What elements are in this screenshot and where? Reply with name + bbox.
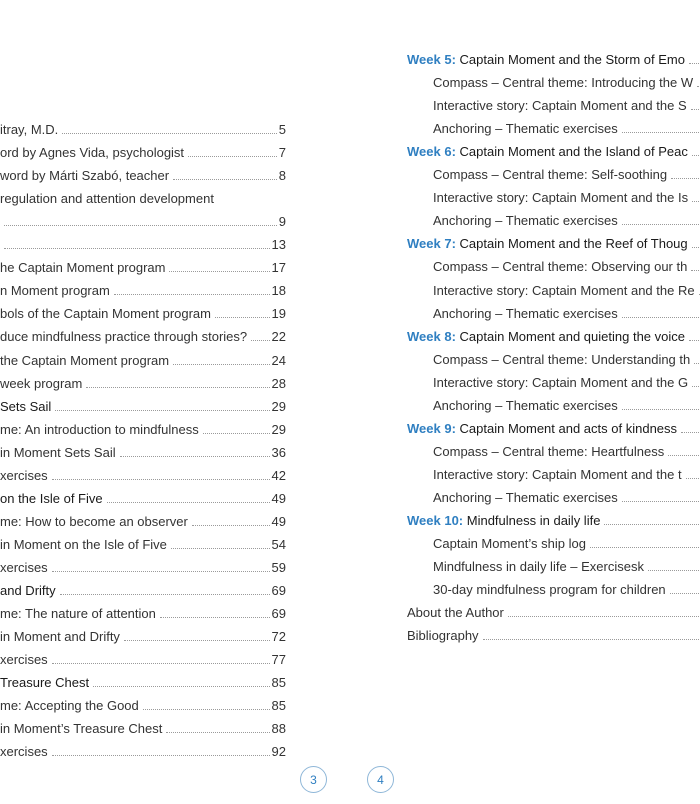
toc-entry — [407, 113, 700, 136]
toc-page-number: 24 — [271, 352, 286, 368]
toc-page-number: 36 — [271, 444, 286, 460]
toc-entry-title — [433, 121, 618, 136]
toc-entry-title — [433, 490, 618, 505]
dot-leader — [670, 592, 700, 594]
toc-entry-title — [407, 52, 685, 67]
toc-entry-title: in Moment’s Treasure Chest — [0, 721, 163, 737]
toc-entry-title — [433, 213, 618, 228]
toc-entry-title: regulation and attention development — [0, 191, 214, 207]
toc-week-entry — [407, 321, 700, 344]
toc-entry — [0, 345, 286, 368]
toc-entry-text: Captain Moment and quieting the voice — [455, 328, 685, 344]
page-number-left: 3 — [300, 766, 327, 793]
dot-leader — [188, 155, 277, 157]
toc-entry — [0, 690, 286, 713]
toc-entry-title — [433, 283, 695, 298]
toc-entry — [407, 528, 700, 551]
toc-week-entry — [0, 575, 286, 598]
toc-entry-title: Sets Sail — [0, 398, 52, 414]
dot-leader — [52, 570, 270, 572]
toc-page-number: 7 — [278, 145, 286, 161]
dot-leader — [622, 223, 700, 225]
dot-leader — [192, 524, 270, 526]
dot-leader — [60, 593, 270, 595]
toc-page-number: 85 — [271, 675, 286, 691]
toc-entry-title: week program — [0, 375, 83, 391]
toc-page-number: 13 — [271, 237, 286, 253]
toc-entry-title — [407, 144, 688, 159]
toc-week-entry — [407, 413, 700, 436]
toc-entry-text: Interactive story: Captain Moment and the t — [433, 466, 682, 482]
dot-leader — [215, 316, 270, 318]
toc-entry-title — [433, 467, 682, 482]
toc-entry — [407, 67, 700, 90]
toc-right-page — [407, 0, 700, 760]
toc-entry-text: Interactive story: Captain Moment and the S — [433, 98, 687, 114]
toc-page-number: 54 — [271, 536, 286, 552]
dot-leader — [4, 224, 277, 226]
toc-entry-title — [433, 98, 687, 113]
toc-entry-title: me: An introduction to mindfulness — [0, 421, 199, 437]
toc-entry-title — [407, 605, 504, 620]
toc-entry-text: Compass – Central theme: Understanding th — [433, 351, 691, 367]
toc-page-number: 17 — [271, 260, 286, 276]
toc-entry-title: bols of the Captain Moment program — [0, 306, 211, 322]
dot-leader — [160, 616, 270, 618]
toc-entry-text: Captain Moment and the Reef of Thoug — [455, 236, 688, 252]
dot-leader — [692, 385, 700, 387]
toc-entry — [407, 482, 700, 505]
toc-entry — [407, 275, 700, 298]
toc-entry-title: Treasure Chest — [0, 675, 90, 691]
toc-entry-title — [433, 75, 693, 90]
toc-entry — [0, 160, 286, 183]
toc-entry — [0, 114, 286, 137]
toc-entry-title: in Moment Sets Sail — [0, 444, 116, 460]
toc-page-number: 88 — [271, 721, 286, 737]
dot-leader — [173, 363, 269, 365]
toc-entry — [407, 367, 700, 390]
toc-entry — [0, 529, 286, 552]
toc-entry — [407, 90, 700, 113]
toc-week-entry — [0, 667, 286, 690]
toc-entry-text: Captain Moment and acts of kindness — [455, 420, 678, 436]
toc-week-entry — [407, 505, 700, 528]
toc-entry-text: Captain Moment’s ship log — [433, 536, 586, 552]
dot-leader — [686, 477, 700, 479]
toc-left-page — [0, 0, 300, 760]
week-label: Week 10: — [407, 513, 464, 528]
dot-leader — [622, 316, 700, 318]
toc-entry — [0, 368, 286, 391]
toc-entry — [407, 436, 700, 459]
dot-leader — [173, 178, 277, 180]
toc-entry-text: Interactive story: Captain Moment and the Is — [433, 190, 689, 206]
toc-page-number: 8 — [278, 168, 286, 184]
dot-leader — [52, 478, 270, 480]
toc-entry-title: in Moment on the Isle of Five — [0, 536, 167, 552]
toc-entry-title — [433, 352, 690, 367]
toc-entry — [407, 597, 700, 620]
dot-leader — [483, 638, 700, 640]
toc-entry — [0, 552, 286, 575]
toc-page-number: 69 — [271, 583, 286, 598]
dot-leader — [681, 431, 700, 433]
toc-entry-title: n Moment program — [0, 283, 110, 299]
toc-entry — [0, 252, 286, 275]
toc-entry-text: Anchoring – Thematic exercises — [433, 213, 618, 229]
toc-entry-title: xercises — [0, 559, 48, 575]
toc-page-number: 49 — [271, 490, 286, 506]
toc-entry — [407, 182, 700, 205]
toc-entry-title: in Moment and Drifty — [0, 629, 120, 645]
toc-entry — [407, 159, 700, 182]
toc-entry-title — [433, 444, 664, 459]
dot-leader — [590, 546, 700, 548]
dot-leader — [668, 454, 700, 456]
dot-leader — [694, 362, 700, 364]
week-label: Week 8: — [407, 328, 456, 344]
dot-leader — [251, 339, 269, 341]
week-label: Week 7: — [407, 236, 456, 252]
dot-leader — [622, 500, 700, 502]
dot-leader — [508, 615, 700, 617]
toc-entry-title: itray, M.D. — [0, 122, 59, 137]
toc-week-entry — [407, 228, 700, 251]
toc-entry-text: Interactive story: Captain Moment and the G — [433, 374, 689, 390]
dot-leader — [171, 547, 270, 549]
toc-entry — [0, 644, 286, 667]
page-number-right: 4 — [367, 766, 394, 793]
dot-leader — [203, 432, 270, 434]
toc-entry — [407, 205, 700, 228]
dot-leader — [648, 569, 700, 571]
toc-week-entry — [407, 44, 700, 67]
toc-page-number: 59 — [271, 559, 286, 575]
dot-leader — [671, 177, 700, 179]
toc-entry-title — [433, 167, 667, 182]
toc-entry — [407, 574, 700, 597]
toc-entry-title: word by Márti Szabó, teacher — [0, 168, 170, 184]
toc-entry-title — [433, 559, 644, 574]
toc-entry-title — [407, 421, 677, 436]
toc-entry-text: Anchoring – Thematic exercises — [433, 305, 618, 321]
toc-entry-title: ord by Agnes Vida, psychologist — [0, 145, 185, 161]
week-label: Week 6: — [407, 144, 456, 160]
toc-page-number: 29 — [271, 421, 286, 437]
dot-leader — [86, 386, 269, 388]
toc-entry-title: xercises — [0, 744, 48, 760]
toc-entry — [0, 229, 286, 252]
toc-entry-text: Anchoring – Thematic exercises — [433, 397, 618, 413]
toc-entry — [0, 598, 286, 621]
toc-entry — [0, 506, 286, 529]
toc-entry — [0, 321, 286, 344]
toc-page-number: 22 — [271, 329, 286, 345]
toc-entry-title — [433, 190, 688, 205]
dot-leader — [689, 62, 700, 64]
toc-entry — [0, 275, 286, 298]
toc-entry-title — [433, 375, 688, 390]
dot-leader — [692, 154, 700, 156]
toc-page-number: 28 — [271, 375, 286, 391]
toc-entry-title: duce mindfulness practice through stories? — [0, 329, 248, 345]
toc-entry-title — [433, 259, 687, 274]
dot-leader — [691, 269, 700, 271]
toc-page-number: 9 — [278, 214, 286, 230]
dot-leader — [114, 293, 270, 295]
dot-leader — [604, 523, 700, 525]
toc-page-number: 29 — [271, 398, 286, 414]
toc-entry-title: the Captain Moment program — [0, 352, 170, 368]
toc-entry-text: Interactive story: Captain Moment and the Re — [433, 282, 695, 298]
dot-leader — [622, 408, 700, 410]
dot-leader — [692, 246, 700, 248]
toc-entry-title — [407, 236, 688, 251]
toc-week-entry — [0, 483, 286, 506]
toc-entry — [0, 414, 286, 437]
toc-page-number: 72 — [271, 629, 286, 645]
toc-entry-title — [433, 306, 618, 321]
toc-entry-title: and Drifty — [0, 583, 56, 598]
toc-entry-text: Captain Moment and the Storm of Emo — [455, 52, 685, 67]
dot-leader — [120, 455, 270, 457]
toc-entry-text: Compass – Central theme: Heartfulness — [433, 443, 665, 459]
toc-page-number: 18 — [271, 283, 286, 299]
toc-page-number: 92 — [271, 744, 286, 760]
dot-leader — [622, 131, 700, 133]
dot-leader — [143, 708, 270, 710]
toc-entry-title — [407, 628, 479, 643]
toc-entry-title — [433, 398, 618, 413]
toc-entry-text: Compass – Central theme: Observing our th — [433, 259, 688, 275]
toc-page-number: 42 — [271, 467, 286, 483]
dot-leader — [689, 339, 700, 341]
toc-week-entry — [407, 136, 700, 159]
toc-entry-title: me: How to become an observer — [0, 513, 188, 529]
toc-entry-text: Bibliography — [407, 628, 479, 644]
dot-leader — [691, 108, 700, 110]
toc-entry-title — [407, 329, 685, 344]
toc-entry-text: Mindfulness in daily life – Exercisesk — [433, 559, 644, 575]
toc-entry — [0, 137, 286, 160]
toc-entry — [407, 390, 700, 413]
toc-entry — [0, 736, 286, 759]
toc-entry — [0, 621, 286, 644]
toc-entry-text: Captain Moment and the Island of Peac — [455, 144, 688, 160]
dot-leader — [107, 501, 270, 503]
toc-entry-title: xercises — [0, 467, 48, 483]
toc-entry — [0, 298, 286, 321]
toc-entry — [407, 298, 700, 321]
toc-entry-title — [433, 582, 666, 597]
toc-entry-text: Anchoring – Thematic exercises — [433, 121, 618, 137]
toc-page-number: 85 — [271, 698, 286, 714]
toc-week-entry — [0, 391, 286, 414]
toc-entry-text: 30-day mindfulness program for children — [433, 582, 666, 598]
toc-entry-text: About the Author — [407, 605, 504, 621]
toc-entry-text: Anchoring – Thematic exercises — [433, 489, 618, 505]
toc-entry — [0, 437, 286, 460]
toc-entry — [407, 459, 700, 482]
toc-entry — [407, 344, 700, 367]
dot-leader — [52, 662, 270, 664]
toc-entry — [407, 251, 700, 274]
toc-page-number: 69 — [271, 606, 286, 622]
toc-entry — [0, 460, 286, 483]
dot-leader — [62, 132, 277, 134]
toc-entry — [407, 551, 700, 574]
toc-entry — [0, 206, 286, 229]
toc-entry-title: he Captain Moment program — [0, 260, 166, 276]
toc-entry-title — [407, 513, 600, 528]
toc-page-number: 5 — [278, 122, 286, 137]
toc-entry-title — [433, 536, 586, 551]
dot-leader — [692, 200, 700, 202]
dot-leader — [55, 409, 269, 411]
toc-entry — [0, 183, 286, 206]
toc-page-number: 77 — [271, 652, 286, 668]
toc-page-number: 19 — [271, 306, 286, 322]
dot-leader — [166, 731, 269, 733]
toc-entry-title: me: Accepting the Good — [0, 698, 139, 714]
toc-entry-text: Compass – Central theme: Introducing the W — [433, 75, 694, 91]
toc-entry-title: on the Isle of Five — [0, 490, 103, 506]
dot-leader — [93, 685, 269, 687]
toc-entry-title: me: The nature of attention — [0, 606, 156, 622]
dot-leader — [52, 754, 270, 756]
dot-leader — [4, 247, 270, 249]
toc-entry-text: Compass – Central theme: Self-soothing — [433, 167, 668, 183]
week-label: Week 5: — [407, 52, 456, 67]
toc-page-number: 49 — [271, 513, 286, 529]
toc-entry-title: xercises — [0, 652, 48, 668]
dot-leader — [169, 270, 269, 272]
dot-leader — [124, 639, 270, 641]
week-label: Week 9: — [407, 420, 456, 436]
toc-entry — [407, 620, 700, 643]
toc-entry-text: Mindfulness in daily life — [463, 513, 601, 528]
toc-entry — [0, 713, 286, 736]
